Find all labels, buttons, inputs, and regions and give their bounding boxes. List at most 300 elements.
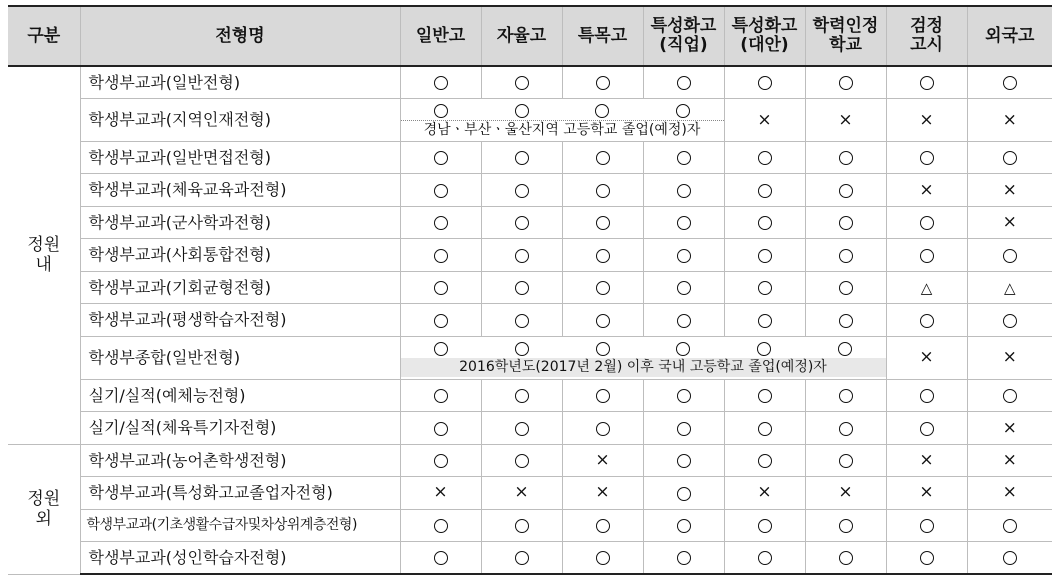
admission-eligibility-table <box>8 5 1052 575</box>
circle-mark-icon <box>758 314 772 328</box>
circle-mark-icon <box>758 389 772 403</box>
circle-mark-icon <box>920 422 934 436</box>
cross-mark-icon: × <box>1002 212 1017 233</box>
merged-marks <box>401 100 724 119</box>
circle-mark-icon <box>677 519 691 533</box>
eligibility-cell <box>562 412 643 444</box>
circle-mark-icon <box>596 216 610 230</box>
admission-type-name: 학생부교과(사회통합전형) <box>80 239 400 271</box>
header-type-name: 전형명 <box>80 6 400 66</box>
eligibility-cell <box>643 66 724 98</box>
eligibility-cell <box>400 412 481 444</box>
eligibility-note: 경남ㆍ부산ㆍ울산지역 고등학교 졸업(예정)자 <box>401 120 724 140</box>
eligibility-cell <box>643 304 724 336</box>
circle-mark-icon <box>596 151 610 165</box>
circle-mark-icon <box>677 389 691 403</box>
eligibility-cell <box>805 444 886 476</box>
header-school-type <box>643 6 724 66</box>
eligibility-cell <box>643 542 724 575</box>
eligibility-cell <box>886 542 967 575</box>
eligibility-cell <box>400 477 481 509</box>
circle-mark-icon <box>515 454 529 468</box>
eligibility-cell <box>967 444 1052 476</box>
merged-eligibility-cell <box>400 336 886 379</box>
circle-mark-icon <box>515 249 529 263</box>
circle-mark-icon <box>596 184 610 198</box>
eligibility-cell <box>724 271 805 303</box>
circle-mark-icon <box>839 314 853 328</box>
group-label-line: 정원 <box>27 488 61 509</box>
eligibility-cell <box>562 379 643 411</box>
eligibility-cell <box>562 66 643 98</box>
eligibility-cell <box>562 174 643 206</box>
eligibility-cell <box>481 477 562 509</box>
circle-mark-icon <box>515 551 529 565</box>
circle-mark-icon <box>920 151 934 165</box>
eligibility-cell <box>481 174 562 206</box>
circle-mark-icon <box>839 389 853 403</box>
admission-type-name: 학생부교과(군사학과전형) <box>80 206 400 238</box>
eligibility-cell <box>400 542 481 575</box>
circle-mark-icon <box>839 422 853 436</box>
circle-mark-icon <box>596 314 610 328</box>
eligibility-cell <box>886 336 967 379</box>
mark-slot <box>481 340 562 358</box>
circle-mark-icon <box>434 216 448 230</box>
eligibility-cell <box>967 379 1052 411</box>
eligibility-cell <box>967 412 1052 444</box>
eligibility-cell <box>805 542 886 575</box>
header-label-line: 일반고 <box>415 25 466 46</box>
circle-mark-icon <box>757 342 771 356</box>
circle-mark-icon <box>515 76 529 90</box>
circle-mark-icon <box>677 422 691 436</box>
eligibility-cell <box>967 141 1052 173</box>
circle-mark-icon <box>596 249 610 263</box>
eligibility-cell <box>724 239 805 271</box>
eligibility-cell <box>886 239 967 271</box>
table-row <box>8 379 1052 411</box>
eligibility-cell <box>562 444 643 476</box>
eligibility-cell <box>724 509 805 541</box>
eligibility-cell <box>805 412 886 444</box>
eligibility-cell <box>643 477 724 509</box>
circle-mark-icon <box>839 281 853 295</box>
cross-mark-icon: × <box>595 449 610 470</box>
eligibility-cell <box>643 444 724 476</box>
circle-mark-icon <box>434 151 448 165</box>
header-label-line: (직업) <box>659 35 708 55</box>
circle-mark-icon <box>434 281 448 295</box>
eligibility-cell <box>400 206 481 238</box>
circle-mark-icon <box>515 519 529 533</box>
eligibility-cell <box>481 444 562 476</box>
eligibility-cell <box>886 271 967 303</box>
eligibility-cell <box>967 239 1052 271</box>
circle-mark-icon <box>758 184 772 198</box>
circle-mark-icon <box>596 281 610 295</box>
eligibility-cell <box>481 379 562 411</box>
eligibility-cell <box>643 412 724 444</box>
cross-mark-icon: × <box>1002 417 1017 438</box>
eligibility-cell <box>481 206 562 238</box>
cross-mark-icon: × <box>919 449 934 470</box>
header-school-type <box>724 6 805 66</box>
eligibility-cell <box>643 174 724 206</box>
cross-mark-icon: × <box>757 482 772 503</box>
eligibility-cell <box>400 239 481 271</box>
eligibility-cell <box>724 477 805 509</box>
eligibility-cell <box>967 477 1052 509</box>
circle-mark-icon <box>920 216 934 230</box>
eligibility-cell <box>886 66 967 98</box>
circle-mark-icon <box>758 76 772 90</box>
eligibility-cell <box>967 336 1052 379</box>
eligibility-cell <box>724 98 805 141</box>
eligibility-cell <box>886 304 967 336</box>
circle-mark-icon <box>515 151 529 165</box>
triangle-mark-icon: △ <box>1003 278 1016 297</box>
header-label-line: 검정 <box>910 16 943 37</box>
group-label-line: 정원 <box>27 234 61 255</box>
circle-mark-icon <box>1003 389 1017 403</box>
table-row <box>8 141 1052 173</box>
circle-mark-icon <box>920 76 934 90</box>
eligibility-cell <box>805 66 886 98</box>
header-school-type <box>400 6 481 66</box>
header-school-type <box>562 6 643 66</box>
mark-slot <box>401 340 482 358</box>
circle-mark-icon <box>434 454 448 468</box>
circle-mark-icon <box>434 422 448 436</box>
admission-type-name: 학생부교과(기초생활수급자및차상위계층전형) <box>80 509 400 541</box>
circle-mark-icon <box>596 551 610 565</box>
circle-mark-icon <box>515 389 529 403</box>
circle-mark-icon <box>676 104 690 118</box>
eligibility-cell <box>643 509 724 541</box>
eligibility-cell <box>886 174 967 206</box>
table-row <box>8 174 1052 206</box>
circle-mark-icon <box>677 281 691 295</box>
mark-slot <box>724 340 805 358</box>
eligibility-cell <box>967 509 1052 541</box>
eligibility-cell <box>643 141 724 173</box>
eligibility-cell <box>400 141 481 173</box>
table-row <box>8 336 1052 379</box>
circle-mark-icon <box>839 151 853 165</box>
circle-mark-icon <box>677 216 691 230</box>
cross-mark-icon: × <box>433 482 448 503</box>
circle-mark-icon <box>434 314 448 328</box>
eligibility-cell <box>643 379 724 411</box>
circle-mark-icon <box>677 151 691 165</box>
header-label-line: 고시 <box>910 35 943 55</box>
cross-mark-icon: × <box>595 482 610 503</box>
admission-type-name: 학생부교과(지역인재전형) <box>80 98 400 141</box>
eligibility-cell <box>967 206 1052 238</box>
table-row <box>8 444 1052 476</box>
cross-mark-icon: × <box>1002 179 1017 200</box>
cross-mark-icon: × <box>838 482 853 503</box>
eligibility-cell <box>643 206 724 238</box>
eligibility-cell <box>724 141 805 173</box>
eligibility-cell <box>724 304 805 336</box>
cross-mark-icon: × <box>919 179 934 200</box>
mark-slot <box>481 101 562 119</box>
header-label-line: 특목고 <box>577 25 628 46</box>
cross-mark-icon: × <box>514 482 529 503</box>
eligibility-cell <box>886 206 967 238</box>
eligibility-cell <box>481 509 562 541</box>
eligibility-cell <box>562 304 643 336</box>
circle-mark-icon <box>677 314 691 328</box>
table-row <box>8 542 1052 575</box>
table-row <box>8 206 1052 238</box>
header-category: 구분 <box>8 6 80 66</box>
group-label-line: 외 <box>35 509 52 530</box>
circle-mark-icon <box>758 422 772 436</box>
eligibility-cell <box>886 379 967 411</box>
eligibility-cell <box>724 206 805 238</box>
merged-marks <box>401 338 886 357</box>
circle-mark-icon <box>677 249 691 263</box>
eligibility-cell <box>886 412 967 444</box>
merged-eligibility-cell <box>400 98 724 141</box>
circle-mark-icon <box>515 342 529 356</box>
table-row <box>8 66 1052 98</box>
table-row <box>8 98 1052 141</box>
circle-mark-icon <box>434 184 448 198</box>
cross-mark-icon: × <box>919 482 934 503</box>
admission-type-name: 학생부교과(체육교육과전형) <box>80 174 400 206</box>
eligibility-cell <box>967 98 1052 141</box>
header-school-type <box>805 6 886 66</box>
eligibility-cell <box>805 98 886 141</box>
eligibility-cell <box>643 271 724 303</box>
admission-type-name: 실기/실적(체육특기자전형) <box>80 412 400 444</box>
admission-type-name: 학생부교과(평생학습자전형) <box>80 304 400 336</box>
circle-mark-icon <box>434 76 448 90</box>
table-header <box>8 6 1052 66</box>
circle-mark-icon <box>515 104 529 118</box>
eligibility-cell <box>562 509 643 541</box>
header-label-line: 외국고 <box>985 25 1035 46</box>
circle-mark-icon <box>676 342 690 356</box>
circle-mark-icon <box>596 342 610 356</box>
eligibility-cell <box>481 412 562 444</box>
eligibility-cell <box>400 66 481 98</box>
eligibility-cell <box>400 174 481 206</box>
eligibility-cell <box>805 379 886 411</box>
header-label-line: (대안) <box>740 35 789 55</box>
circle-mark-icon <box>758 249 772 263</box>
circle-mark-icon <box>920 389 934 403</box>
header-label-line: 학력인정 <box>812 16 879 37</box>
circle-mark-icon <box>434 551 448 565</box>
circle-mark-icon <box>920 551 934 565</box>
cross-mark-icon: × <box>757 109 772 130</box>
circle-mark-icon <box>1003 314 1017 328</box>
eligibility-cell <box>724 542 805 575</box>
circle-mark-icon <box>1003 151 1017 165</box>
eligibility-cell <box>481 271 562 303</box>
eligibility-cell <box>400 379 481 411</box>
eligibility-note: 2016학년도(2017년 2월) 이후 국내 고등학교 졸업(예정)자 <box>401 358 886 377</box>
admission-type-name: 학생부교과(농어촌학생전형) <box>80 444 400 476</box>
header-school-type <box>481 6 562 66</box>
eligibility-cell <box>562 206 643 238</box>
admission-type-name: 학생부교과(일반면접전형) <box>80 141 400 173</box>
eligibility-cell <box>481 304 562 336</box>
eligibility-cell <box>481 542 562 575</box>
header-school-type <box>967 6 1052 66</box>
circle-mark-icon <box>758 519 772 533</box>
eligibility-cell <box>562 271 643 303</box>
circle-mark-icon <box>515 422 529 436</box>
cross-mark-icon: × <box>1002 482 1017 503</box>
eligibility-cell <box>886 444 967 476</box>
eligibility-cell <box>562 141 643 173</box>
circle-mark-icon <box>595 104 609 118</box>
group-label <box>8 66 80 444</box>
eligibility-cell <box>805 477 886 509</box>
table-row <box>8 477 1052 509</box>
circle-mark-icon <box>839 454 853 468</box>
circle-mark-icon <box>758 551 772 565</box>
circle-mark-icon <box>920 249 934 263</box>
mark-slot <box>562 101 643 119</box>
table-row <box>8 509 1052 541</box>
header-label-line: 특성화고 <box>731 16 798 37</box>
mark-slot <box>562 340 643 358</box>
header-label-line: 자율고 <box>496 25 547 46</box>
circle-mark-icon <box>1003 519 1017 533</box>
circle-mark-icon <box>434 342 448 356</box>
circle-mark-icon <box>838 342 852 356</box>
eligibility-cell <box>967 174 1052 206</box>
table-row <box>8 412 1052 444</box>
eligibility-cell <box>805 174 886 206</box>
circle-mark-icon <box>677 184 691 198</box>
circle-mark-icon <box>596 422 610 436</box>
eligibility-cell <box>886 98 967 141</box>
admission-type-name: 학생부교과(성인학습자전형) <box>80 542 400 575</box>
header-label-line: 특성화고 <box>650 16 717 37</box>
eligibility-cell <box>562 542 643 575</box>
circle-mark-icon <box>839 551 853 565</box>
group-label-line: 내 <box>35 255 52 276</box>
header-label-line: 학교 <box>829 35 862 55</box>
eligibility-cell <box>967 304 1052 336</box>
group-label <box>8 444 80 574</box>
eligibility-cell <box>400 304 481 336</box>
circle-mark-icon <box>839 216 853 230</box>
circle-mark-icon <box>515 184 529 198</box>
admission-type-name: 학생부교과(기회균형전형) <box>80 271 400 303</box>
admission-type-name: 학생부종합(일반전형) <box>80 336 400 379</box>
circle-mark-icon <box>434 389 448 403</box>
header-school-type <box>886 6 967 66</box>
circle-mark-icon <box>596 389 610 403</box>
eligibility-cell <box>967 542 1052 575</box>
eligibility-cell <box>805 271 886 303</box>
eligibility-cell <box>643 239 724 271</box>
cross-mark-icon: × <box>1002 109 1017 130</box>
eligibility-cell <box>562 477 643 509</box>
eligibility-cell <box>400 444 481 476</box>
eligibility-cell <box>724 444 805 476</box>
eligibility-cell <box>886 477 967 509</box>
cross-mark-icon: × <box>1002 347 1017 368</box>
cross-mark-icon: × <box>919 347 934 368</box>
eligibility-cell <box>562 239 643 271</box>
circle-mark-icon <box>839 249 853 263</box>
circle-mark-icon <box>434 249 448 263</box>
eligibility-cell <box>724 66 805 98</box>
circle-mark-icon <box>434 519 448 533</box>
eligibility-cell <box>724 174 805 206</box>
circle-mark-icon <box>677 551 691 565</box>
circle-mark-icon <box>515 216 529 230</box>
eligibility-cell <box>805 206 886 238</box>
circle-mark-icon <box>839 76 853 90</box>
table-row <box>8 271 1052 303</box>
eligibility-cell <box>400 271 481 303</box>
eligibility-cell <box>805 141 886 173</box>
eligibility-cell <box>724 379 805 411</box>
table-row <box>8 304 1052 336</box>
circle-mark-icon <box>677 454 691 468</box>
circle-mark-icon <box>758 281 772 295</box>
circle-mark-icon <box>677 76 691 90</box>
table-body <box>8 66 1052 574</box>
cross-mark-icon: × <box>1002 449 1017 470</box>
circle-mark-icon <box>839 184 853 198</box>
circle-mark-icon <box>920 314 934 328</box>
mark-slot <box>805 340 886 358</box>
admission-type-name: 학생부교과(일반전형) <box>80 66 400 98</box>
eligibility-cell <box>805 304 886 336</box>
eligibility-cell <box>967 271 1052 303</box>
circle-mark-icon <box>515 281 529 295</box>
cross-mark-icon: × <box>919 109 934 130</box>
eligibility-cell <box>967 66 1052 98</box>
eligibility-cell <box>886 509 967 541</box>
eligibility-cell <box>886 141 967 173</box>
eligibility-cell <box>805 509 886 541</box>
circle-mark-icon <box>1003 551 1017 565</box>
circle-mark-icon <box>1003 249 1017 263</box>
eligibility-cell <box>805 239 886 271</box>
circle-mark-icon <box>677 487 691 501</box>
admission-type-name: 실기/실적(예체능전형) <box>80 379 400 411</box>
circle-mark-icon <box>596 519 610 533</box>
eligibility-cell <box>724 412 805 444</box>
circle-mark-icon <box>758 216 772 230</box>
circle-mark-icon <box>434 104 448 118</box>
triangle-mark-icon: △ <box>920 278 933 297</box>
eligibility-cell <box>481 66 562 98</box>
eligibility-cell <box>400 509 481 541</box>
table-row <box>8 239 1052 271</box>
circle-mark-icon <box>515 314 529 328</box>
cross-mark-icon: × <box>838 109 853 130</box>
circle-mark-icon <box>920 519 934 533</box>
circle-mark-icon <box>839 519 853 533</box>
mark-slot <box>643 340 724 358</box>
circle-mark-icon <box>758 151 772 165</box>
circle-mark-icon <box>596 76 610 90</box>
